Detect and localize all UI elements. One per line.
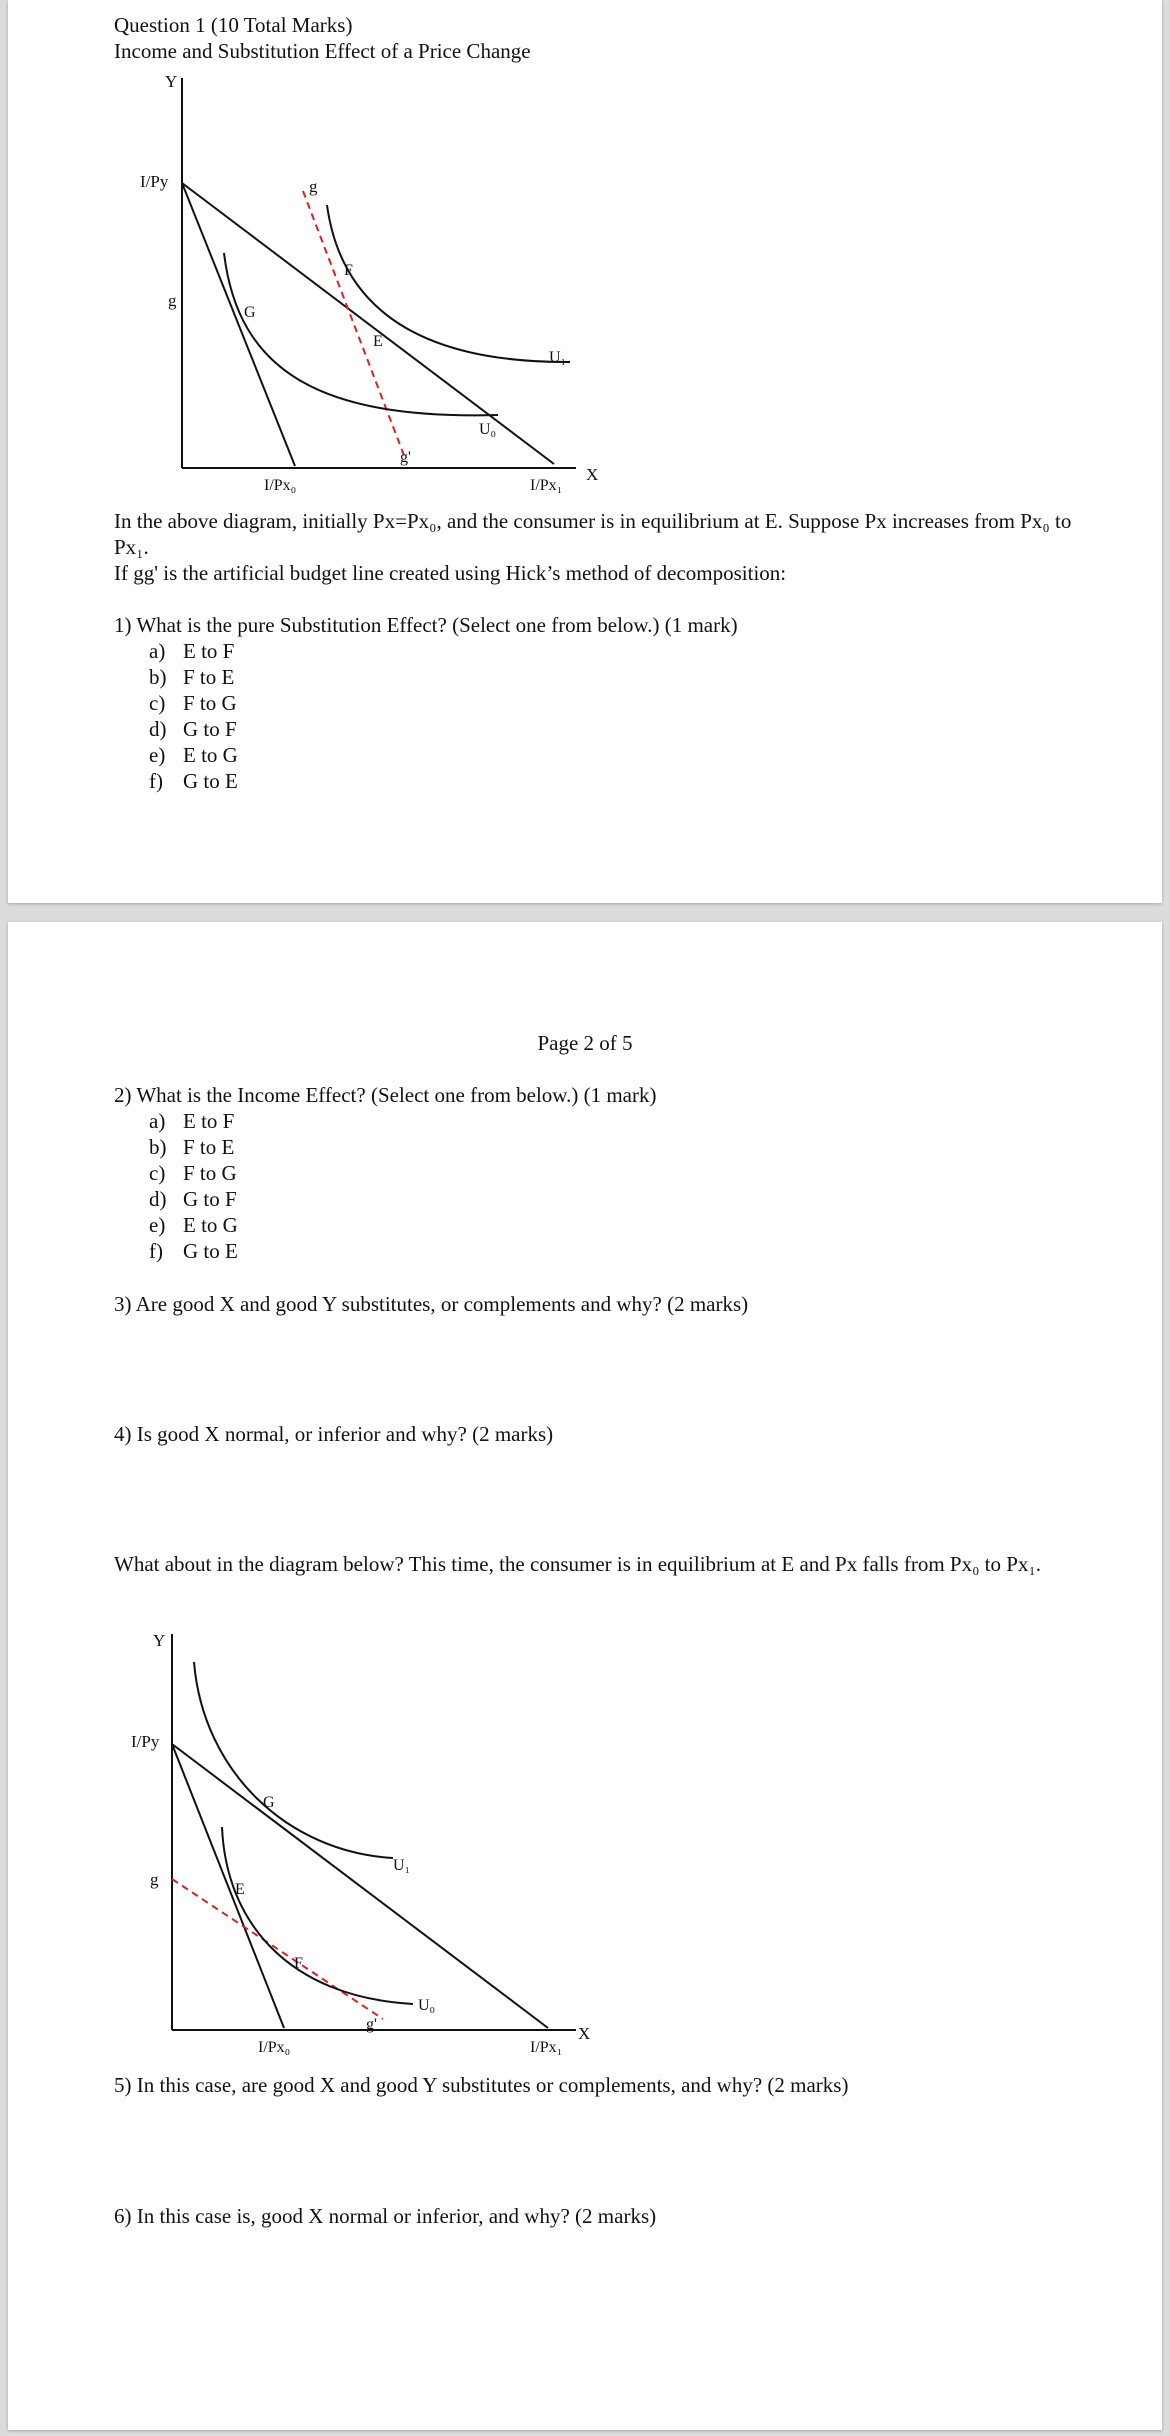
q1-option-a[interactable]: a) E to F [149,639,235,663]
point-f-label: F [344,262,353,279]
x1-intercept-label: I/Px₁ [530,2039,563,2056]
q2-option-f[interactable]: f) G to E [149,1239,238,1263]
point-g-label: G [244,304,256,321]
q2-option-e[interactable]: e) E to G [149,1213,238,1237]
x-axis-label: X [578,2024,591,2043]
artificial-budget-line [303,191,405,458]
point-e-label: E [373,333,383,350]
intro-paragraph-2: If gg' is the artificial budget line created using Hick’s method of decomposition: [114,561,787,585]
document-page-1 [8,0,1162,903]
q5-prompt: 5) In this case, are good X and good Y substitutes or complements, and why? (2 marks) [114,2073,849,2097]
axis-g-label: g [168,291,177,310]
g-prime-label: g' [400,449,411,466]
q3-prompt: 3) Are good X and good Y substitutes, or complements and why? (2 marks) [114,1292,749,1316]
u0-label: U₀ [479,421,497,438]
q2-prompt: 2) What is the Income Effect? (Select one from below.) (1 mark) [114,1083,657,1107]
q6-prompt: 6) In this case is, good X normal or inferior, and why? (2 marks) [114,2204,657,2228]
q1-option-c[interactable]: c) F to G [149,691,237,715]
x-axis-label: X [586,465,599,484]
q2-option-a[interactable]: a) E to F [149,1109,235,1133]
q1-option-b[interactable]: b) F to E [149,665,235,689]
document-page-2 [8,922,1162,2430]
page-number: Page 2 of 5 [537,1031,633,1055]
q1-option-e[interactable]: e) E to G [149,743,238,767]
indifference-curve-u1 [194,1662,393,1858]
g-top-label: g [150,1870,159,1889]
x0-intercept-label: I/Px₀ [264,477,297,494]
point-e-label: E [235,1881,245,1898]
u1-label: U₁ [393,1857,411,1874]
question-title: Question 1 (10 Total Marks) [114,13,353,37]
q1-prompt: 1) What is the pure Substitution Effect? (Select one from below.) (1 mark) [114,613,738,637]
point-f-label: F [294,1955,303,1972]
intro-paragraph-1: In the above diagram, initially Px=Px₀, and the consumer is in equilibrium at E. Suppose Px increases from Px₀ to Px₁. [114,509,1072,559]
artificial-budget-line [172,1879,383,2019]
g-prime-label: g' [366,2016,377,2033]
indifference-curve-u1 [327,205,570,362]
y-intercept-label: I/Py [131,1732,160,1751]
g-top-label: g [309,177,318,196]
q2-option-b[interactable]: b) F to E [149,1135,235,1159]
y-axis-label: Y [153,1631,166,1650]
y-intercept-label: I/Py [140,172,169,191]
q4-prompt: 4) Is good X normal, or inferior and why? (2 marks) [114,1422,554,1446]
u0-label: U₀ [418,1997,436,2014]
q1-options [149,638,238,794]
y-axis-label: Y [165,72,178,91]
q2-option-d[interactable]: d) G to F [149,1187,237,1211]
q1-option-f[interactable]: f) G to E [149,769,238,793]
x0-intercept-label: I/Px₀ [258,2039,291,2056]
q2-option-c[interactable]: c) F to G [149,1161,237,1185]
point-g-label: G [263,1794,275,1811]
u1-label: U₁ [549,349,567,366]
q1-option-d[interactable]: d) G to F [149,717,237,741]
x1-intercept-label: I/Px₁ [530,477,563,494]
diagram-2-intro: What about in the diagram below? This time, the consumer is in equilibrium at E and Px falls from Px₀ to Px₁. [114,1552,1042,1576]
question-subtitle: Income and Substitution Effect of a Price Change [114,39,531,63]
